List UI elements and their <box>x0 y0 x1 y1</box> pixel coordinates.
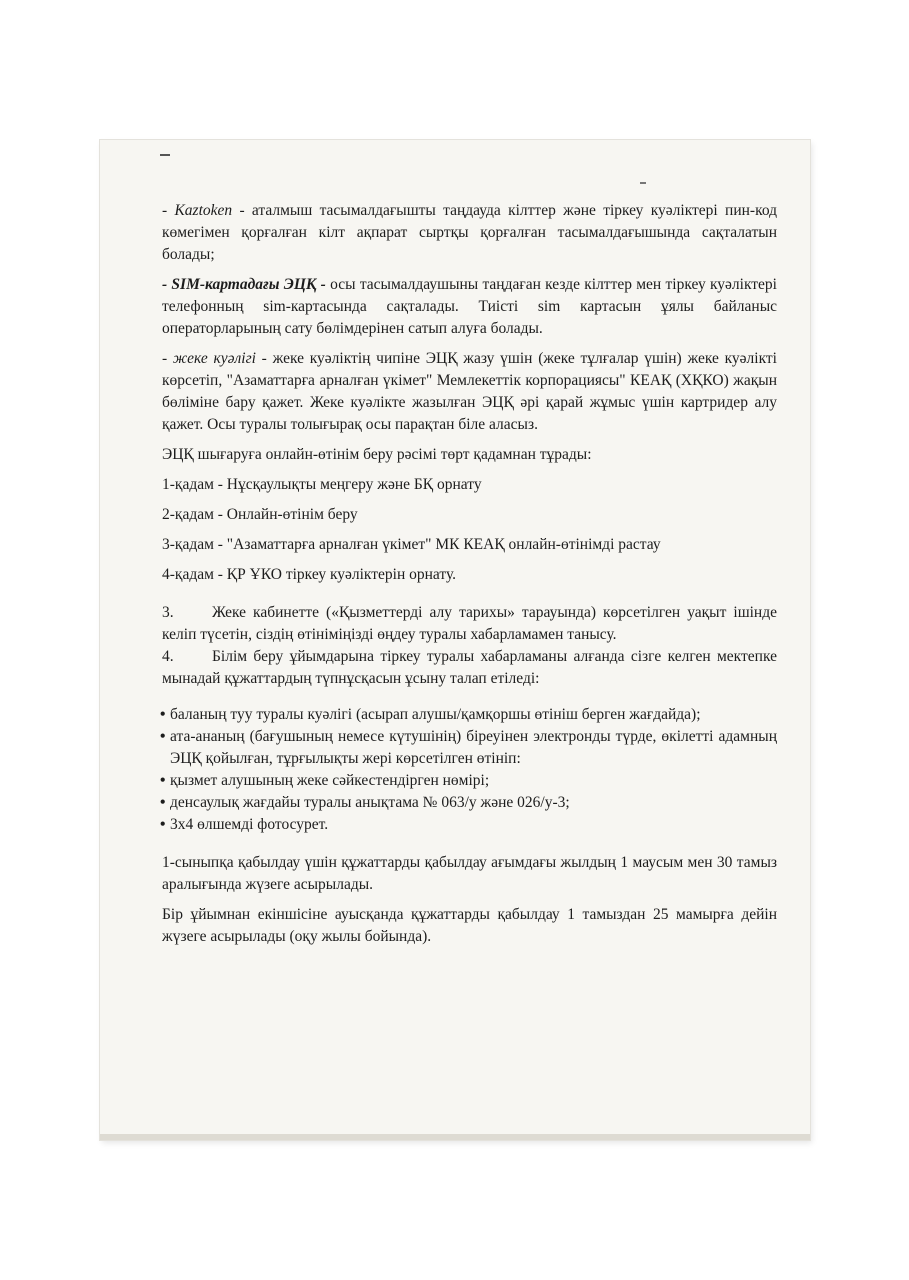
list-item: • баланың туу туралы куәлігі (асырап алушы/қамқоршы өтініш берген жағдайда); <box>162 704 777 726</box>
transfer-note: Бір ұйымнан екіншісіне ауысқанда құжаттарды қабылдау 1 тамыздан 25 мамырға дейін жүзеге асырылады (оқу жылы бойында). <box>162 906 777 945</box>
list-item: • 3x4 өлшемді фотосурет. <box>162 814 777 836</box>
item-number: 3. <box>162 604 174 621</box>
step-item: 4-қадам - ҚР ҰКО тіркеу куәліктерін орнату. <box>162 566 457 583</box>
item-text: Білім беру ұйымдарына тіркеу туралы хабарламаны алғанда сізге келген мектепке мынадай құжаттардың түпнұсқасын ұсыну талап етіледі: <box>162 648 777 687</box>
sim-term: - SIM-картадағы ЭЦҚ - <box>162 276 326 293</box>
list-item: • ата-ананың (бағушының немесе күтушінің) біреуінен электронды түрде, өкілетті адамның ЭЦҚ қойылған, тұрғылықты жері көрсетілген өтініп: <box>162 726 777 770</box>
scan-mark <box>160 154 170 156</box>
list-item: • денсаулық жағдайы туралы анықтама № 063/у және 026/у-3; <box>162 792 777 814</box>
kaztoken-paragraph <box>162 200 777 266</box>
step-item: 3-қадам - "Азаматтарға арналған үкімет" МК КЕАҚ онлайн-өтінімді растау <box>162 536 661 553</box>
id-card-term: - жеке куәлігі - <box>162 350 267 367</box>
sim-text: осы тасымалдаушыны таңдаған кезде кілттер мен тіркеу куәліктері телефонның sim-картасында сақталады. Тиісті sim картасын ұялы байланыс операторларының сату бөлімдерінен сатып алуға болады. <box>162 276 777 337</box>
steps-intro: ЭЦҚ шығаруға онлайн-өтінім беру рәсімі төрт қадамнан тұрады: <box>162 446 592 463</box>
id-card-text: жеке куәліктің чипіне ЭЦҚ жазу үшін (жеке тұлғалар үшін) жеке куәлікті көрсетіп, "Азаматтарға арналған үкімет" Мемлекеттік корпорациясы" КЕАҚ (ХҚКО) жақын бөліміне бару қажет. Жеке куәлікте жазылған ЭЦҚ әрі қарай жұмыс үшін картридер алу қажет. Осы туралы толығырақ осы парақтан біле аласыз. <box>162 350 777 433</box>
step-item: 2-қадам - Онлайн-өтінім беру <box>162 506 358 523</box>
required-documents-list <box>162 704 777 836</box>
step-item: 1-қадам - Нұсқаулықты меңгеру және БҚ орнату <box>162 476 482 493</box>
kaztoken-term: - Kaztoken - <box>162 202 245 219</box>
scan-mark <box>640 182 646 184</box>
numbered-item-3 <box>162 602 777 646</box>
numbered-item-4 <box>162 646 777 690</box>
list-item: • қызмет алушының жеке сәйкестендірген нөмірі; <box>162 770 777 792</box>
id-card-paragraph <box>162 348 777 436</box>
document-body <box>162 200 777 956</box>
item-number: 4. <box>162 648 174 665</box>
document-page <box>100 140 810 1140</box>
item-text: Жеке кабинетте («Қызметтерді алу тарихы» тарауында) көрсетілген уақыт ішінде келіп түсетін, сіздің өтініміңізді өңдеу туралы хабарламамен танысу. <box>162 604 777 643</box>
grade1-note: 1-сыныпқа қабылдау үшін құжаттарды қабылдау ағымдағы жылдың 1 маусым мен 30 тамыз аралығында жүзеге асырылады. <box>162 854 777 893</box>
sim-paragraph <box>162 274 777 340</box>
kaztoken-text: аталмыш тасымалдағышты таңдауда кілттер және тіркеу куәліктері пин-код көмегімен қорғалған кілт ақпарат сыртқы қорғалған тасымалдағышында сақталатын болады; <box>162 202 778 263</box>
